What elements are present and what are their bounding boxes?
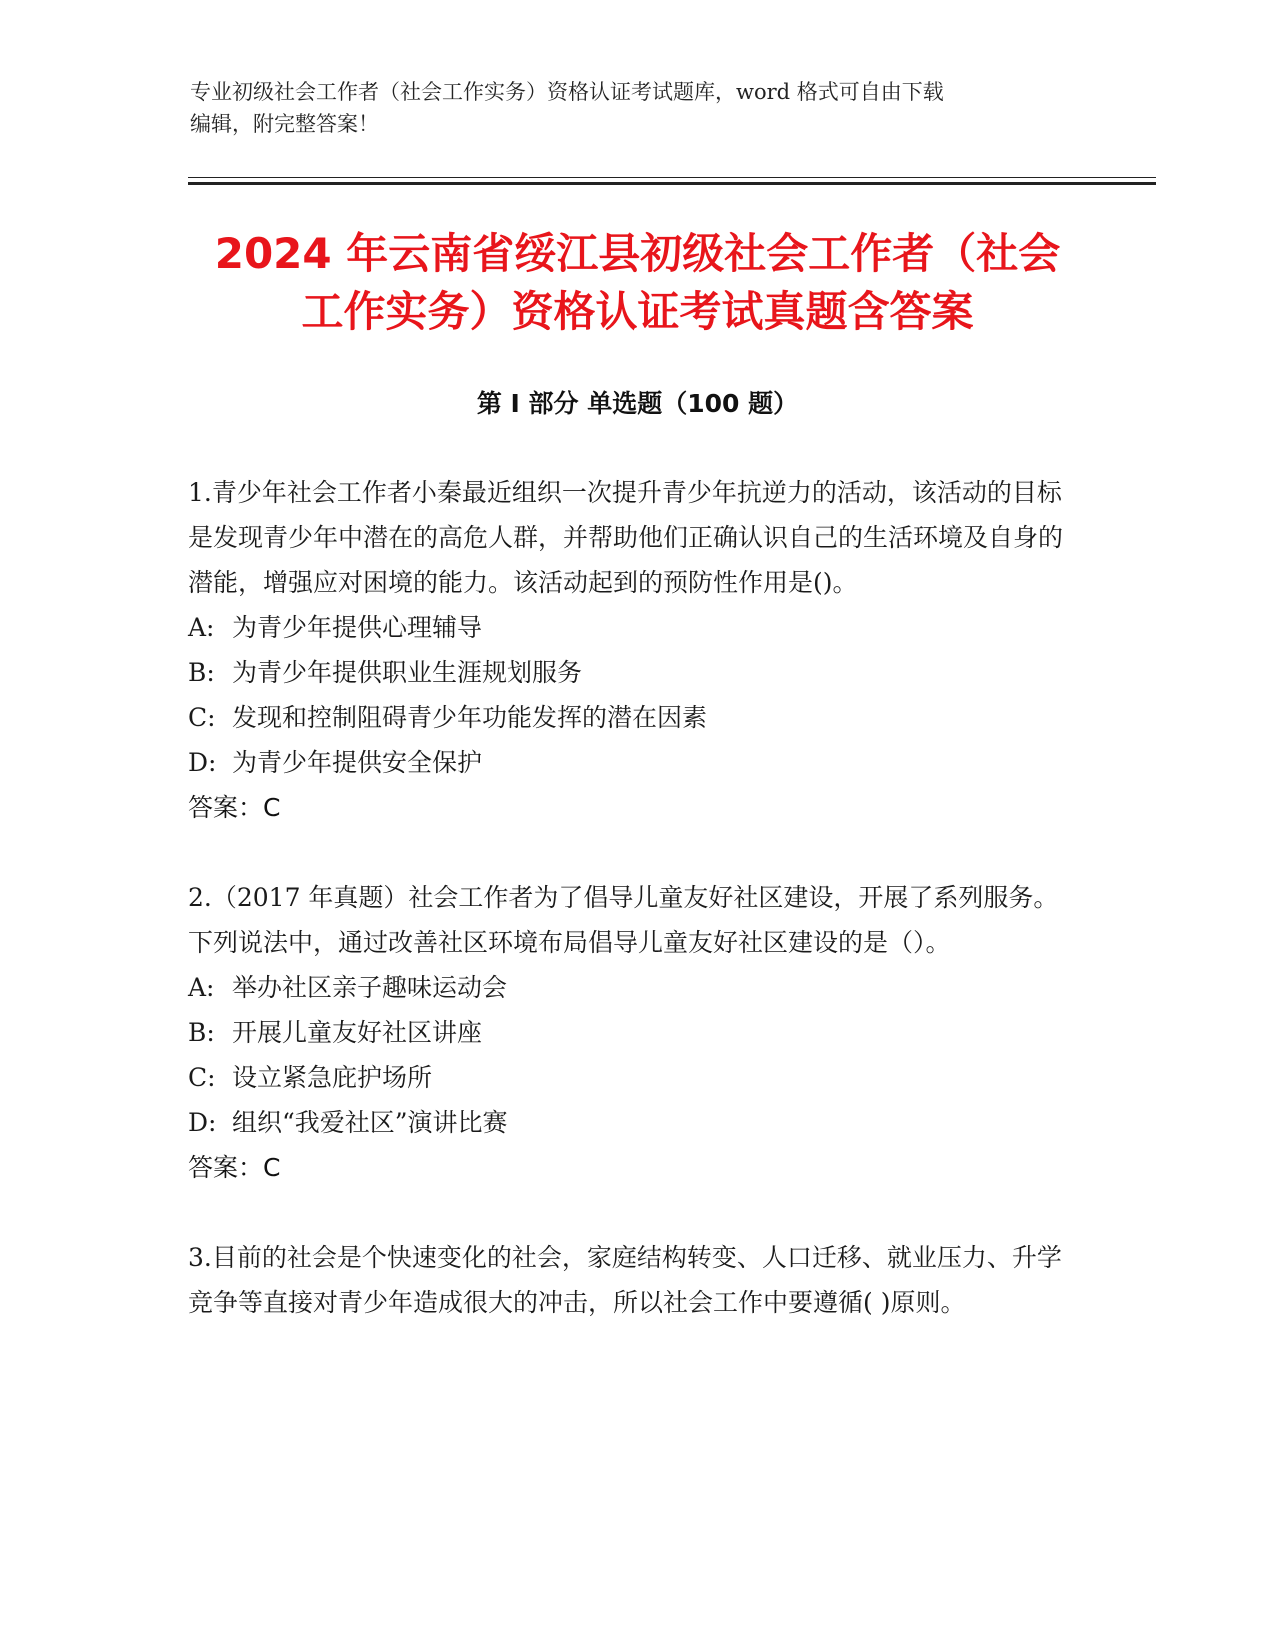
header-divider-thick [188, 182, 1156, 185]
option-text: 举办社区亲子趣味运动会 [232, 973, 508, 1002]
option-key: C: [188, 1063, 216, 1092]
question-1 [188, 470, 1068, 830]
option-a [188, 965, 1068, 1010]
section-heading: 第 I 部分 单选题（100 题） [476, 389, 799, 418]
question-stem: 2.（2017 年真题）社会工作者为了倡导儿童友好社区建设，开展了系列服务。下列说法中，通过改善社区环境布局倡导儿童友好社区建设的是（）。 [188, 883, 1059, 957]
question-stem: 1.青少年社会工作者小秦最近组织一次提升青少年抗逆力的活动，该活动的目标是发现青少年中潜在的高危人群，并帮助他们正确认识自己的生活环境及自身的潜能，增强应对困境的能力。该活动起到的预防性作用是()。 [188, 478, 1064, 597]
option-key: D: [188, 1108, 217, 1137]
option-c [188, 1055, 1068, 1100]
option-key: A: [188, 973, 215, 1002]
option-text: 为青少年提供心理辅导 [232, 613, 483, 642]
question-list [188, 470, 1068, 1370]
question-3 [188, 1235, 1068, 1325]
option-a [188, 605, 1068, 650]
option-text: 为青少年提供职业生涯规划服务 [232, 658, 583, 687]
header-divider-thin [188, 177, 1156, 178]
option-key: B: [188, 1018, 215, 1047]
option-b [188, 650, 1068, 695]
option-key: B: [188, 658, 215, 687]
document-title-line-1: 2024 年云南省绥江县初级社会工作者（社会 [214, 229, 1061, 278]
question-2 [188, 875, 1068, 1190]
option-text: 为青少年提供安全保护 [232, 748, 483, 777]
option-text: 组织“我爱社区”演讲比赛 [232, 1108, 508, 1137]
answer-line: 答案：C [188, 793, 281, 822]
option-d [188, 740, 1068, 785]
document-title-line-2: 工作实务）资格认证考试真题含答案 [301, 287, 974, 336]
option-text: 开展儿童友好社区讲座 [232, 1018, 483, 1047]
header-note-line-2: 编辑，附完整答案！ [190, 112, 379, 136]
header-note [190, 76, 1090, 140]
document-title [160, 225, 1115, 341]
answer-line: 答案：C [188, 1153, 281, 1182]
option-c [188, 695, 1068, 740]
option-d [188, 1100, 1068, 1145]
option-b [188, 1010, 1068, 1055]
option-text: 设立紧急庇护场所 [232, 1063, 433, 1092]
option-text: 发现和控制阻碍青少年功能发挥的潜在因素 [232, 703, 708, 732]
question-stem: 3.目前的社会是个快速变化的社会，家庭结构转变、人口迁移、就业压力、升学竞争等直接对青少年造成很大的冲击，所以社会工作中要遵循( )原则。 [188, 1243, 1062, 1317]
option-key: D: [188, 748, 217, 777]
header-note-line-1: 专业初级社会工作者（社会工作实务）资格认证考试题库，word 格式可自由下载 [190, 80, 944, 104]
option-key: C: [188, 703, 216, 732]
option-key: A: [188, 613, 215, 642]
